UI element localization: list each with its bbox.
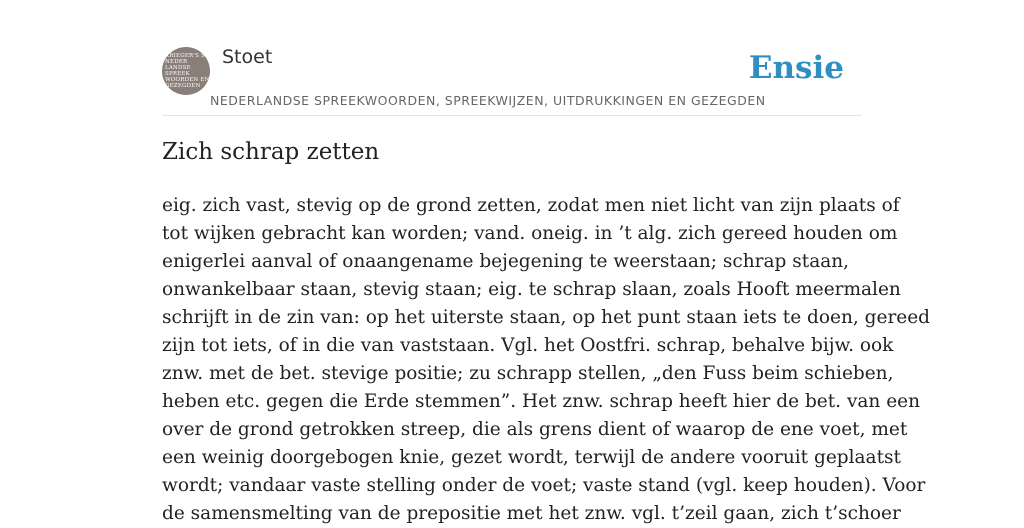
body-line: enigerlei aanval of onaangename bejegening te weerstaan; schrap staan, bbox=[162, 251, 850, 272]
body-line: de samensmelting van de prepositie met het znw. vgl. t’zeil gaan, zich t’schoer bbox=[162, 503, 901, 524]
article-title: Zich schrap zetten bbox=[162, 139, 380, 165]
header-divider bbox=[162, 115, 862, 116]
avatar[interactable] bbox=[162, 47, 222, 95]
body-line: tot wijken gebracht kan worden; vand. oneig. in ’t alg. zich gereed houden om bbox=[162, 223, 898, 244]
avatar-text-line: WOORDEN EN bbox=[165, 77, 210, 83]
body-line: zijn tot iets, of in die van vaststaan. Vgl. het Oostfri. schrap, behalve bijw. ook bbox=[162, 335, 894, 356]
body-line: heben etc. gegen die Erde stemmen”. Het znw. schrap heeft hier de bet. van een bbox=[162, 391, 921, 412]
body-line: over de grond getrokken streep, die als grens dient of waarop de ene voet, met bbox=[162, 419, 908, 440]
body-line: wordt; vandaar vaste stelling onder de voet; vaste stand (vgl. keep houden). Voor bbox=[162, 475, 926, 496]
body-line: eig. zich vast, stevig op de grond zetten, zodat men niet licht van zijn plaats of bbox=[162, 195, 900, 216]
body-line: schrijft in de zin van: op het uiterste staan, op het punt staan iets te doen, gereed bbox=[162, 307, 931, 328]
avatar-text-line: KRIEGER'S STOET bbox=[165, 53, 222, 59]
header bbox=[162, 46, 862, 116]
body-line: znw. met de bet. stevige positie; zu schrapp stellen, „den Fuss beim schieben, bbox=[162, 363, 894, 384]
avatar-text-line: GEZEGDEN bbox=[165, 83, 201, 89]
avatar-text-line: LANDSE bbox=[165, 65, 191, 71]
source-subtitle-link[interactable]: NEDERLANDSE SPREEKWOORDEN, SPREEKWIJZEN, UITDRUKKINGEN EN GEZEGDEN bbox=[210, 93, 766, 108]
brand-logo-link[interactable]: Ensie bbox=[748, 50, 844, 86]
body-line: onwankelbaar staan, stevig staan; eig. te schrap slaan, zoals Hooft meermalen bbox=[162, 279, 901, 300]
author-link[interactable]: Stoet bbox=[222, 46, 273, 68]
article-body bbox=[162, 192, 931, 528]
avatar-text-line: NEDER bbox=[165, 59, 188, 65]
body-line: een weinig doorgebogen knie, gezet wordt, terwijl de andere vooruit geplaatst bbox=[162, 447, 901, 468]
avatar-text-line: SPREEK bbox=[165, 71, 190, 77]
